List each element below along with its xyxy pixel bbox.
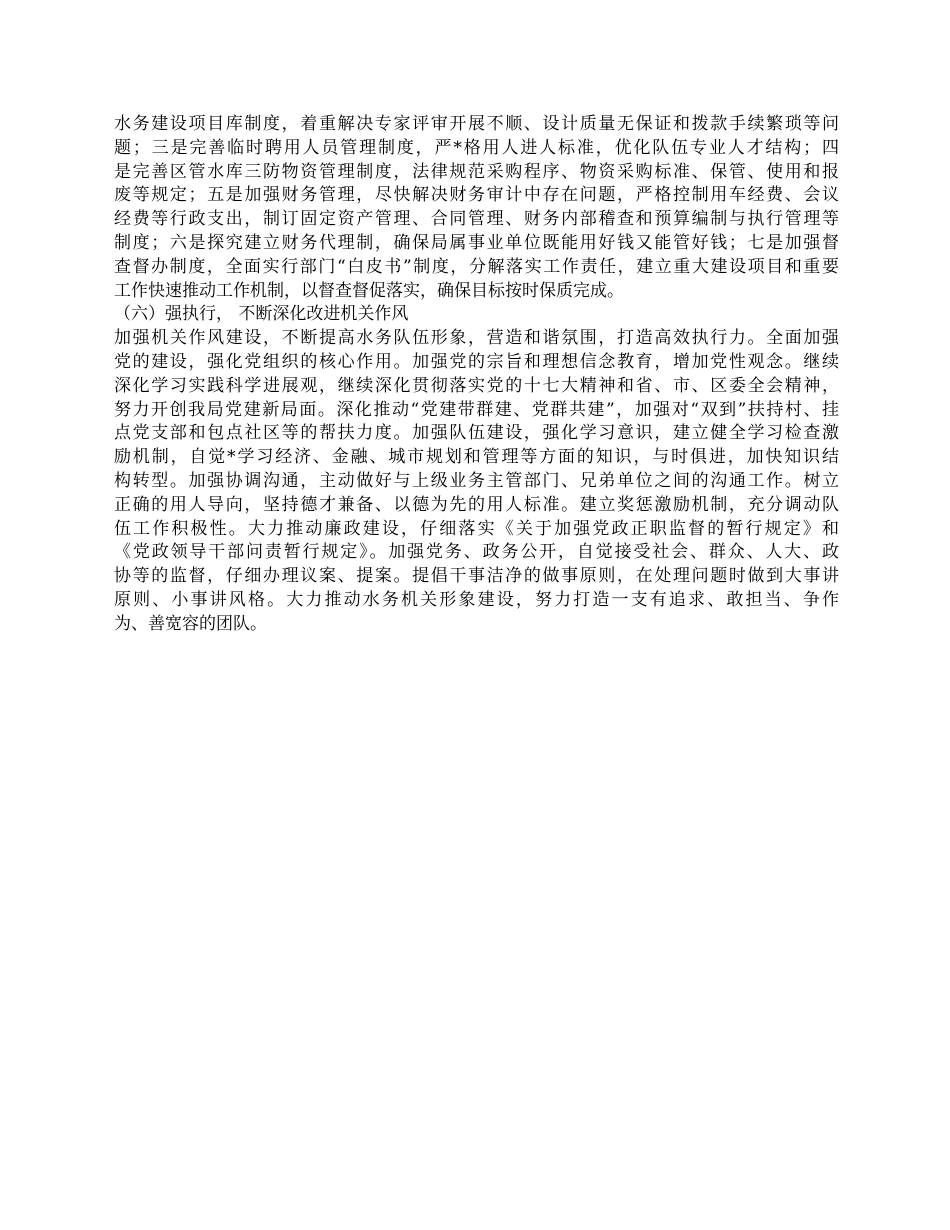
text-line: 废等规定；五是加强财务管理，尽快解决财务审计中存在问题，严格控制用车经费、会议 xyxy=(114,185,839,206)
text-line: 是完善区管水库三防物资管理制度，法律规范采购程序、物资采购标准、保管、使用和报 xyxy=(114,161,839,182)
text-line: 《党政领导干部问责暂行规定》。加强党务、政务公开，自觉接受社会、群众、人大、政 xyxy=(114,542,839,563)
text-line: 经费等行政支出，制订固定资产管理、合同管理、财务内部稽查和预算编制与执行管理等 xyxy=(114,209,839,230)
text-line: 党的建设，强化党组织的核心作用。加强党的宗旨和理想信念教育，增加党性观念。继续 xyxy=(114,351,839,372)
text-line: 构转型。加强协调沟通，主动做好与上级业务主管部门、兄弟单位之间的沟通工作。树立 xyxy=(114,470,839,491)
text-line: 题；三是完善临时聘用人员管理制度，严*格用人进人标准，优化队伍专业人才结构；四 xyxy=(114,137,839,158)
paragraph-section-5-continued xyxy=(114,113,839,303)
text-line: 正确的用人导向，坚持德才兼备、以德为先的用人标准。建立奖惩激励机制，充分调动队 xyxy=(114,494,839,515)
text-line: 努力开创我局党建新局面。深化推动“党建带群建、党群共建”，加强对“双到”扶持村、挂 xyxy=(114,399,839,420)
text-line: 点党支部和包点社区等的帮扶力度。加强队伍建设，强化学习意识，建立健全学习检查激 xyxy=(114,423,839,444)
section-heading: （六）强执行， 不断深化改进机关作风 xyxy=(114,304,409,325)
text-line: 伍工作积极性。大力推动廉政建设，仔细落实《关于加强党政正职监督的暂行规定》和 xyxy=(114,518,839,539)
document-body xyxy=(114,113,839,637)
text-line: 加强机关作风建设，不断提高水务队伍形象，营造和谐氛围，打造高效执行力。全面加强 xyxy=(114,328,839,349)
text-line: 制度；六是探究建立财务代理制，确保局属事业单位既能用好钱又能管好钱；七是加强督 xyxy=(114,232,839,253)
text-line: 为、善宽容的团队。 xyxy=(114,613,267,634)
paragraph-section-6 xyxy=(114,327,839,636)
text-line: 协等的监督，仔细办理议案、提案。提倡干事洁净的做事原则，在处理问题时做到大事讲 xyxy=(114,566,839,587)
text-line: 水务建设项目库制度，着重解决专家评审开展不顺、设计质量无保证和拨款手续繁琐等问 xyxy=(114,114,839,134)
text-line: 深化学习实践科学进展观，继续深化贯彻落实党的十七大精神和省、市、区委全会精神， xyxy=(114,375,839,396)
text-line: 原则、小事讲风格。大力推动水务机关形象建设，努力打造一支有追求、敢担当、争作 xyxy=(114,589,839,610)
text-line: 励机制，自觉*学习经济、金融、城市规划和管理等方面的知识，与时俱进，加快知识结 xyxy=(114,447,839,468)
text-line: 查督办制度，全面实行部门“白皮书”制度，分解落实工作责任，建立重大建设项目和重要 xyxy=(114,256,839,277)
text-line: 工作快速推动工作机制，以督查督促落实，确保目标按时保质完成。 xyxy=(114,280,624,301)
